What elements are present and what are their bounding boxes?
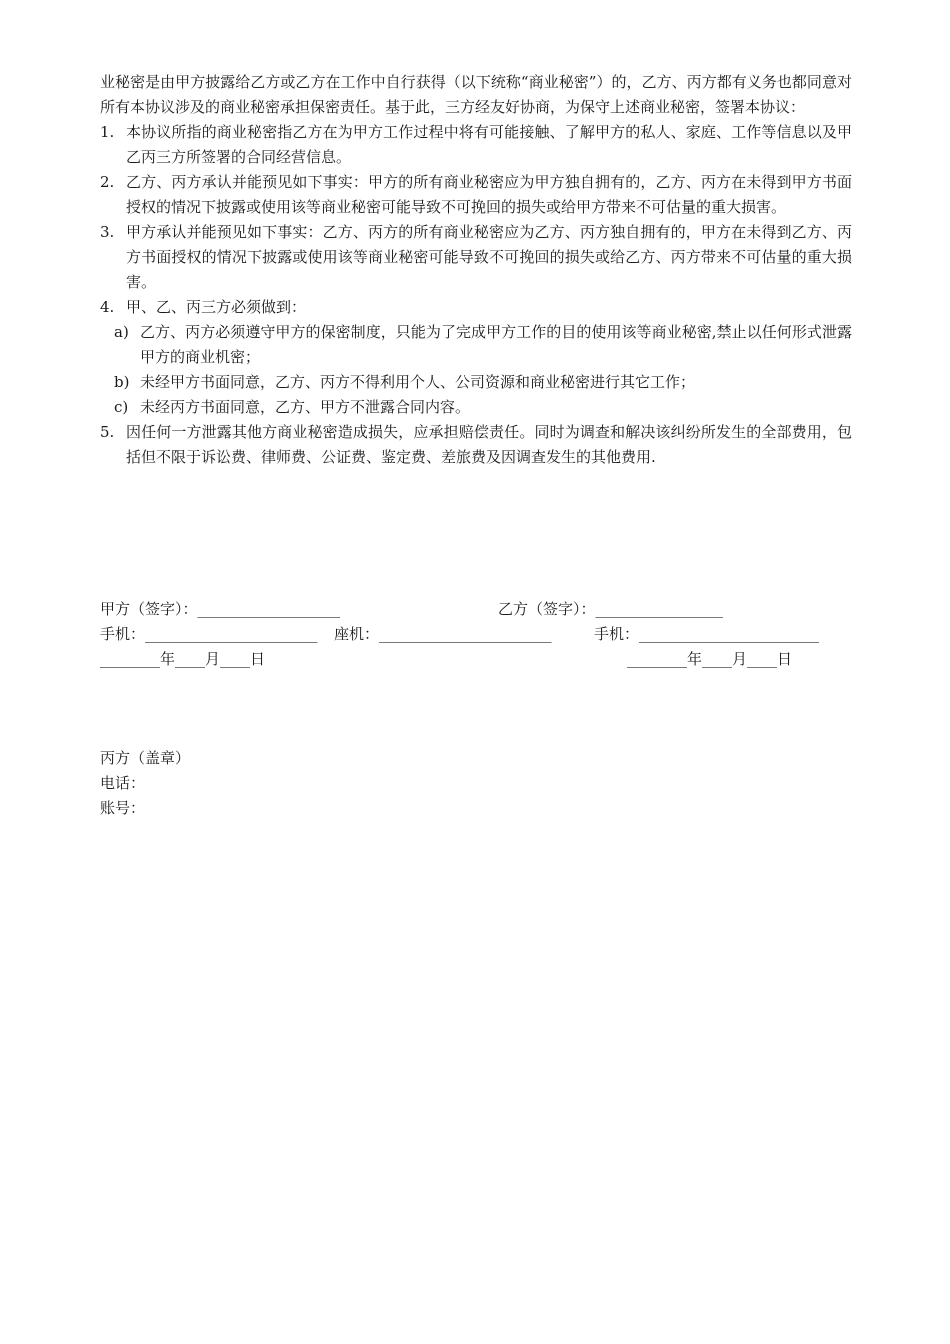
party-c-seal-label: 丙方（盖章） bbox=[100, 749, 191, 767]
signature-row bbox=[100, 597, 852, 622]
subclause-c bbox=[100, 395, 852, 420]
clause-5 bbox=[100, 420, 852, 470]
date-row bbox=[100, 647, 852, 672]
clause-text: 甲、乙、丙三方必须做到： bbox=[126, 298, 307, 316]
clause-text: 因任何一方泄露其他方商业秘密造成损失，应承担赔偿责任。同时为调查和解决该纠纷所发生的全部费用，包括但不限于诉讼费、律师费、公证费、鉴定费、差旅费及因调查发生的其他费用. bbox=[126, 423, 852, 466]
clause-text: 乙方、丙方承认并能预见如下事实：甲方的所有商业秘密应为甲方独自拥有的，乙方、丙方在未得到甲方书面授权的情况下披露或使用该等商业秘密可能导致不可挽回的损失或给甲方带来不可估量的重大损害。 bbox=[126, 173, 852, 216]
party-a-signature-field[interactable]: 甲方（签字）：___________________ bbox=[100, 600, 341, 618]
clause-number: 2. bbox=[100, 173, 115, 191]
subclause-a bbox=[100, 320, 852, 370]
clause-1 bbox=[100, 120, 852, 170]
party-a-mobile-field[interactable]: 手机：_______________________ bbox=[100, 625, 318, 643]
clause-text: 甲方承认并能预见如下事实：乙方、丙方的所有商业秘密应为乙方、丙方独自拥有的，甲方在未得到乙方、丙方书面授权的情况下披露或使用该等商业秘密可能导致不可挽回的损失或给乙方、丙方带来不可估量的重大损害。 bbox=[126, 223, 852, 291]
party-c-block bbox=[100, 746, 190, 821]
party-b-date-field[interactable]: ________年____月____日 bbox=[627, 650, 793, 668]
clause-4 bbox=[100, 295, 852, 320]
party-c-account-label: 账号： bbox=[100, 799, 146, 817]
subclause-b bbox=[100, 370, 852, 395]
party-c-phone-label: 电话： bbox=[100, 774, 146, 792]
clause-number: 3. bbox=[100, 223, 115, 241]
intro-paragraph: 业秘密是由甲方披露给乙方或乙方在工作中自行获得（以下统称“商业秘密”）的，乙方、丙方都有义务也都同意对所有本协议涉及的商业秘密承担保密责任。基于此，三方经友好协商，为保守上述商业秘密，签署本协议： bbox=[100, 73, 852, 116]
agreement-body bbox=[100, 70, 852, 470]
subclause-text: 未经丙方书面同意，乙方、甲方不泄露合同内容。 bbox=[140, 398, 471, 416]
party-a-date-field[interactable]: ________年____月____日 bbox=[100, 650, 266, 668]
party-b-signature-field[interactable]: 乙方（签字）：_________________ bbox=[498, 600, 724, 618]
signature-block bbox=[100, 597, 852, 672]
contact-row bbox=[100, 622, 852, 647]
subclause-text: 未经甲方书面同意，乙方、丙方不得利用个人、公司资源和商业秘密进行其它工作； bbox=[140, 373, 696, 391]
subclause-number: b) bbox=[114, 373, 130, 391]
party-a-landline-field[interactable]: 座机：_______________________ bbox=[334, 625, 552, 643]
clause-number: 1. bbox=[100, 123, 115, 141]
clause-text: 本协议所指的商业秘密指乙方在为甲方工作过程中将有可能接触、了解甲方的私人、家庭、工作等信息以及甲乙丙三方所签署的合同经营信息。 bbox=[126, 123, 852, 166]
party-b-mobile-field[interactable]: 手机：________________________ bbox=[594, 625, 820, 643]
subclause-text: 乙方、丙方必须遵守甲方的保密制度，只能为了完成甲方工作的目的使用该等商业秘密,禁止以任何形式泄露甲方的商业机密； bbox=[140, 323, 852, 366]
clause-2 bbox=[100, 170, 852, 220]
clause-3 bbox=[100, 220, 852, 295]
subclause-number: c) bbox=[114, 398, 129, 416]
clause-number: 5. bbox=[100, 423, 115, 441]
subclause-number: a) bbox=[114, 323, 129, 341]
clause-number: 4. bbox=[100, 298, 115, 316]
